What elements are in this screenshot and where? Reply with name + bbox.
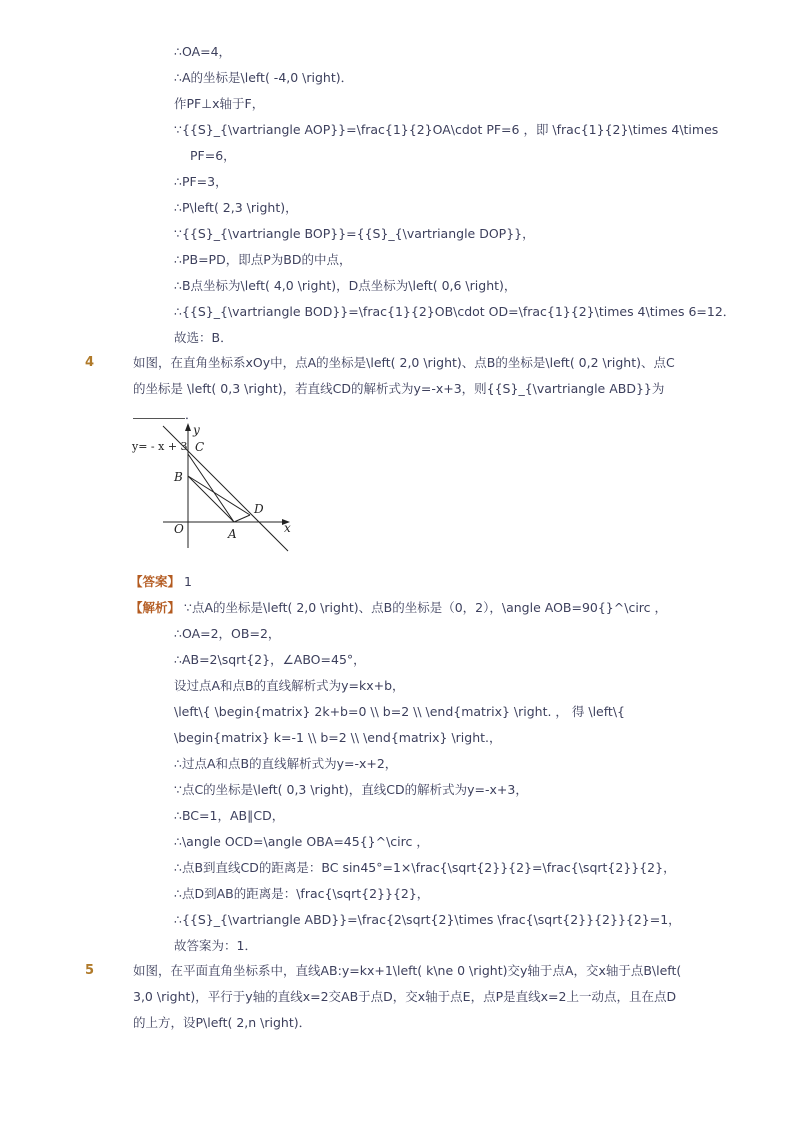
question-text: 如图，在平面直角坐标系中，直线AB:y=kx+1\left( k\ne 0 \right)交y轴于点A，交x轴于点B\left( xyxy=(133,963,682,978)
solution-line: ∴{{S}_{\vartriangle BOD}}=\frac{1}{2}OB\cdot OD=\frac{1}{2}\times 4\times 6=12． xyxy=(174,304,736,319)
question-text: 的坐标是 \left( 0,3 \right)，若直线CD的解析式为y=-x+3，则{{S}_{\vartriangle ABD}}为 xyxy=(133,381,665,396)
answer-line xyxy=(130,573,192,591)
question-text: 3,0 \right)，平行于y轴的直线x=2交AB于点D，交x轴于点E，点P是直线x=2上一动点，且在点D xyxy=(133,989,677,1004)
analysis-tag: 【解析】 xyxy=(130,600,181,615)
point-b-label: B xyxy=(174,470,183,484)
segment-ca xyxy=(188,454,234,522)
answer-tag: 【答案】 xyxy=(130,574,181,589)
question-text: 的上方，设P\left( 2,n \right)． xyxy=(133,1015,312,1030)
analysis-line xyxy=(130,599,667,617)
analysis-line: ∴点B到直线CD的距离是：BC sin45°=1×\frac{\sqrt{2}}{2}=\frac{\sqrt{2}}{2}， xyxy=(174,860,676,875)
analysis-line: 故答案为：1． xyxy=(174,938,257,953)
answer-blank xyxy=(133,406,185,419)
point-c-label: C xyxy=(195,440,205,454)
analysis-line: ∴BC=1，AB∥CD， xyxy=(174,808,285,823)
analysis-text: ∵点A的坐标是\left( 2,0 \right)、点B的坐标是（0，2），\angle AOB=90{}^\circ ， xyxy=(184,600,668,615)
analysis-line: ∴{{S}_{\vartriangle ABD}}=\frac{2\sqrt{2}\times \frac{\sqrt{2}}{2}}{2}=1， xyxy=(174,912,681,927)
solution-line: ∴B点坐标为\left( 4,0 \right)，D点坐标为\left( 0,6 \right)， xyxy=(174,278,517,293)
solution-line: 作PF⊥x轴于F， xyxy=(174,96,265,111)
figure-svg xyxy=(130,420,295,555)
answer-value: 1 xyxy=(184,574,192,589)
question-text: 如图，在直角坐标系xOy中，点A的坐标是\left( 2,0 \right)、点B的坐标是\left( 0,2 \right)、点C xyxy=(133,355,675,370)
analysis-line: \left\{ \begin{matrix} 2k+b=0 \\ b=2 \\ \end{matrix} \right. ， 得 \left\{ xyxy=(174,704,625,719)
analysis-line: ∴过点A和点B的直线解析式为y=-x+2， xyxy=(174,756,398,771)
point-d-label: D xyxy=(254,502,264,516)
solution-line: ∵{{S}_{\vartriangle AOP}}=\frac{1}{2}OA\cdot PF=6 ，即 \frac{1}{2}\times 4\times xyxy=(174,122,719,137)
solution-line: ∵{{S}_{\vartriangle BOP}}={{S}_{\vartriangle DOP}}， xyxy=(174,226,535,241)
solution-line: 故选：B． xyxy=(174,330,233,345)
y-axis-arrow xyxy=(185,423,191,431)
coordinate-figure xyxy=(130,420,295,555)
segment-ab xyxy=(188,476,234,522)
y-axis-label: y xyxy=(193,423,200,437)
solution-line: ∴A的坐标是\left( -4,0 \right)． xyxy=(174,70,354,85)
blank-tail: ． xyxy=(185,407,198,422)
question-number: 5 xyxy=(85,963,95,978)
solution-line: ∴PB=PD，即点P为BD的中点， xyxy=(174,252,352,267)
analysis-line: ∴\angle OCD=\angle OBA=45{}^\circ ， xyxy=(174,834,429,849)
question-number: 4 xyxy=(85,355,95,370)
x-axis-label: x xyxy=(284,521,291,535)
analysis-line: \begin{matrix} k=-1 \\ b=2 \\ \end{matrix} \right.， xyxy=(174,730,502,745)
solution-line: PF=6， xyxy=(190,148,236,163)
analysis-line: ∴OA=2，OB=2， xyxy=(174,626,281,641)
origin-label: O xyxy=(174,522,184,536)
analysis-line: ∴点D到AB的距离是：\frac{\sqrt{2}}{2}， xyxy=(174,886,430,901)
solution-line: ∴OA=4， xyxy=(174,44,232,59)
segment-ad xyxy=(234,515,250,522)
solution-line: ∴PF=3， xyxy=(174,174,228,189)
solution-line: ∴P\left( 2,3 \right)， xyxy=(174,200,298,215)
analysis-line: ∵点C的坐标是\left( 0,3 \right)，直线CD的解析式为y=-x+3， xyxy=(174,782,528,797)
analysis-line: 设过点A和点B的直线解析式为y=kx+b， xyxy=(174,678,405,693)
point-a-label: A xyxy=(228,527,237,541)
analysis-line: ∴AB=2\sqrt{2}，∠ABO=45°， xyxy=(174,652,366,667)
line-equation-label: y= - x + 3 xyxy=(132,440,188,453)
